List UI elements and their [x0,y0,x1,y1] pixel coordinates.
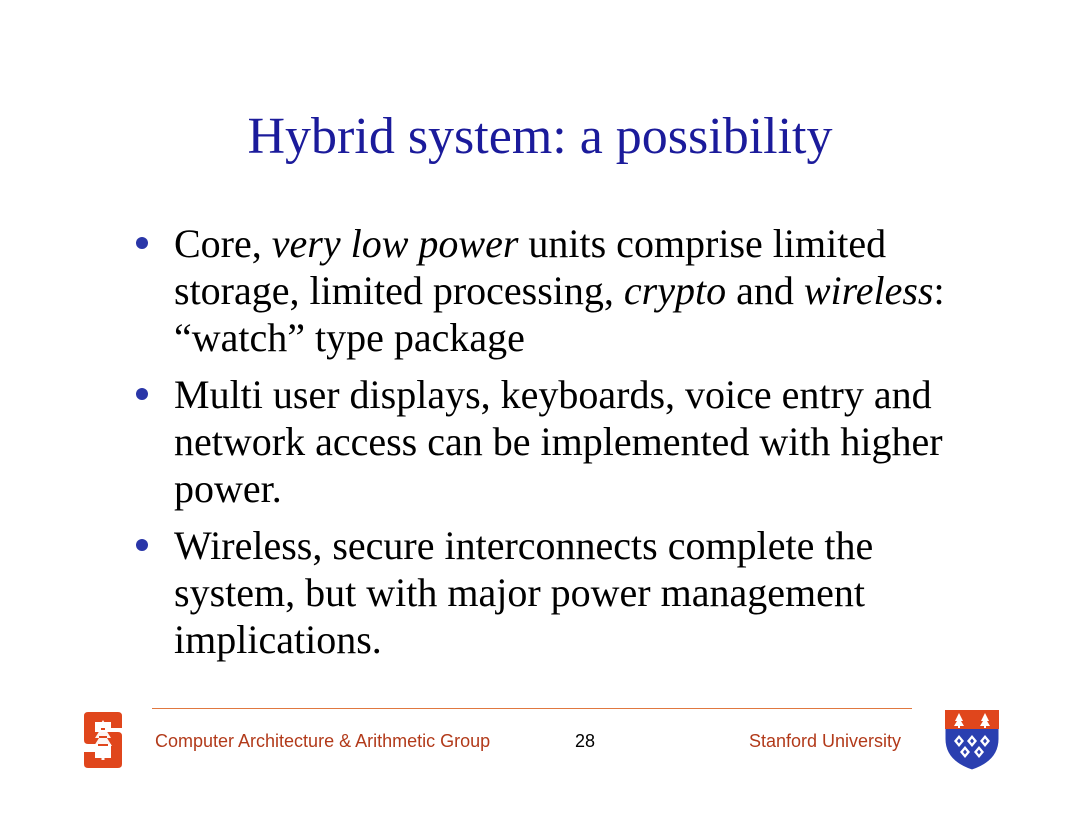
bullet-segment: and [726,268,804,313]
bullet-text: Multi user displays, keyboards, voice entry and network access can be implemented with higher power. [174,372,943,511]
bullet-item [136,371,966,512]
bullet-segment: Core, [174,221,272,266]
stanford-s-tree-logo-icon [80,708,126,772]
bullet-segment-italic: wireless [803,268,934,313]
bullet-text: Wireless, secure interconnects complete the system, but with major power management implications. [174,523,874,662]
bullet-segment-italic: very low power [271,221,519,266]
stanford-shield-logo-icon [942,707,1002,773]
bullet-segment-italic: crypto [623,268,727,313]
bullet-text [174,221,945,360]
footer-university: Stanford University [748,731,901,751]
page-number: 28 [575,731,596,751]
bullet-dot-icon [136,237,148,249]
slide-title: Hybrid system: a possibility [247,108,833,165]
bullet-segment: units comprise limited storage, limited processing, [174,221,887,313]
bullet-list [136,220,966,673]
bullet-item [136,220,966,361]
bullet-dot-icon [136,388,148,400]
bullet-dot-icon [136,539,148,551]
footer-divider [152,708,912,709]
bullet-segment: : “watch” type package [174,268,945,360]
bullet-item [136,522,966,663]
footer-group-name: Computer Architecture & Arithmetic Group [155,731,491,751]
